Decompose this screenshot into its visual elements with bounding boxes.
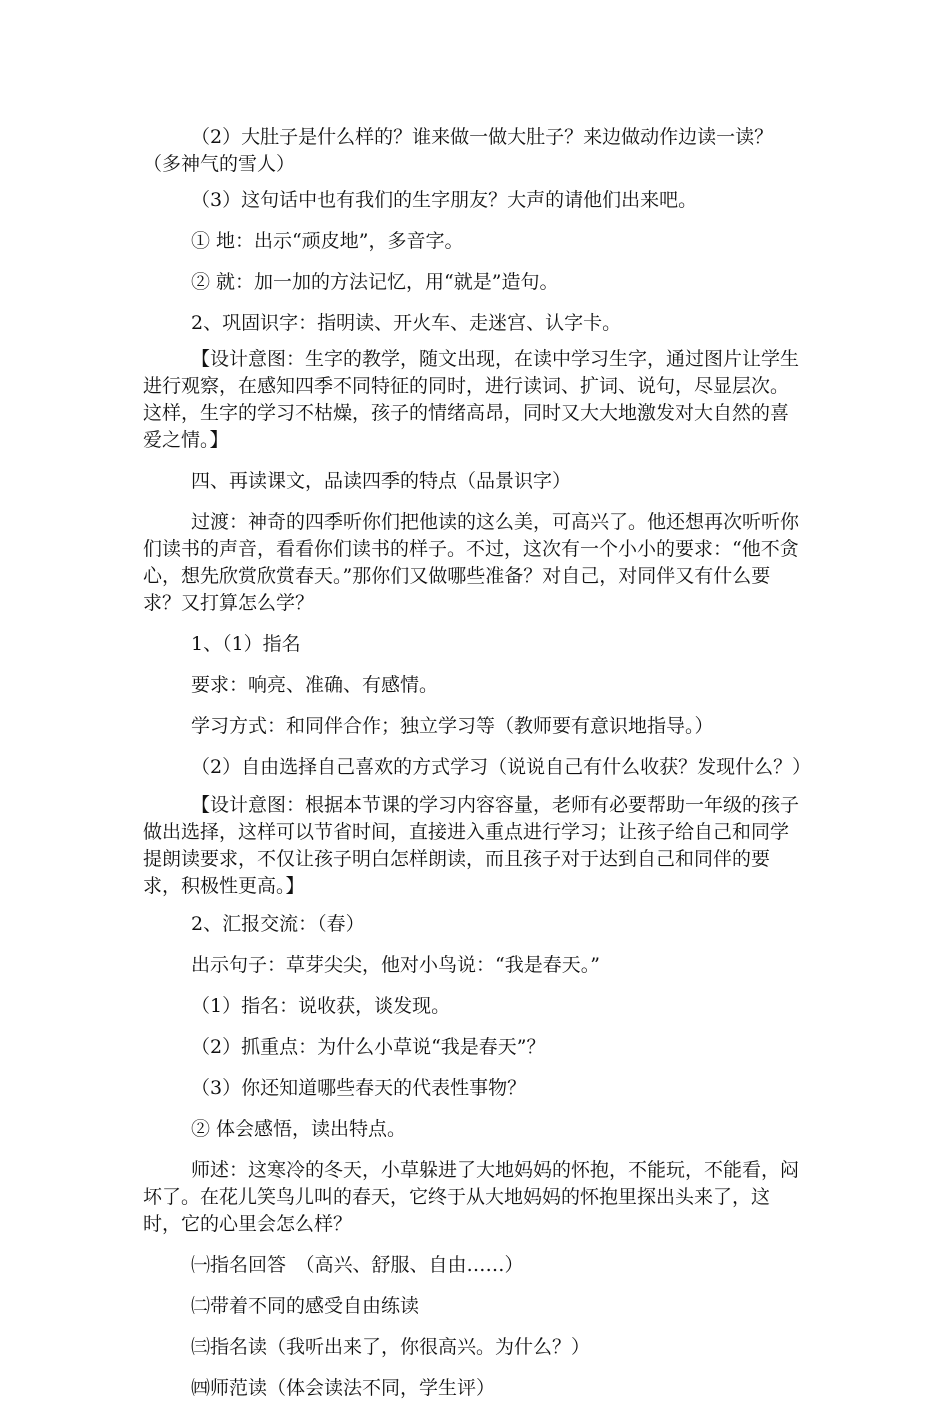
paragraph: 2、汇报交流：（春） xyxy=(191,913,365,935)
paragraph: ② 就：加一加的方法记忆，用“就是”造句。 xyxy=(191,271,559,293)
paragraph: （3）你还知道哪些春天的代表性事物？ xyxy=(191,1077,527,1099)
paragraph: 过渡：神奇的四季听你们把他读的这么美，可高兴了。他还想再次听听你们读书的声音，看看你们读书的样子。不过，这次有一个小小的要求：“他不贪心，想先欣赏欣赏春天。”那你们又做哪些准备？对自己，对同伴又有什么要求？又打算怎么学？ xyxy=(143,511,800,614)
paragraph: 出示句子：草芽尖尖，他对小鸟说：“我是春天。” xyxy=(191,954,600,976)
paragraph: 2、巩固识字：指明读、开火车、走迷宫、认字卡。 xyxy=(191,312,622,334)
paragraph: （3）这句话中也有我们的生字朋友？大声的请他们出来吧。 xyxy=(191,189,698,211)
paragraph: 1、（1）指名 xyxy=(191,633,301,655)
paragraph: （2）自由选择自己喜欢的方式学习（说说自己有什么收获？发现什么？） xyxy=(191,756,812,778)
section-heading: 四、再读课文，品读四季的特点（品景识字） xyxy=(191,470,572,492)
paragraph: ㈢指名读（我听出来了，你很高兴。为什么？） xyxy=(191,1336,591,1358)
paragraph: 师述：这寒冷的冬天，小草躲进了大地妈妈的怀抱，不能玩，不能看，闷坏了。在花儿笑鸟儿叫的春天，它终于从大地妈妈的怀抱里探出头来了，这时，它的心里会怎么样？ xyxy=(143,1159,800,1235)
paragraph: 学习方式：和同伴合作；独立学习等（教师要有意识地指导。） xyxy=(191,715,714,737)
document-body xyxy=(143,124,812,1402)
paragraph: （1）指名：说收获，谈发现。 xyxy=(191,995,451,1017)
design-intent-note: 【设计意图：根据本节课的学习内容容量，老师有必要帮助一年级的孩子做出选择，这样可以节省时间，直接进入重点进行学习；让孩子给自己和同学提朗读要求，不仅让孩子明白怎样朗读，而且孩子对于达到自己和同伴的要求，积极性更高。】 xyxy=(143,794,800,897)
paragraph: ㈣师范读（体会读法不同，学生评） xyxy=(191,1377,496,1399)
paragraph: （2）大肚子是什么样的？谁来做一做大肚子？来边做动作边读一读？（多神气的雪人） xyxy=(143,126,774,175)
paragraph: ㈠指名回答 （高兴、舒服、自由……） xyxy=(191,1254,524,1276)
paragraph: ① 地：出示“顽皮地”，多音字。 xyxy=(191,230,464,252)
design-intent-note: 【设计意图：生字的教学，随文出现，在读中学习生字，通过图片让学生进行观察，在感知四季不同特征的同时，进行读词、扩词、说句，尽显层次。这样，生字的学习不枯燥，孩子的情绪高昂，同时又大大地激发对大自然的喜爱之情。】 xyxy=(143,348,800,451)
paragraph: ② 体会感悟，读出特点。 xyxy=(191,1118,407,1140)
paragraph: 要求：响亮、准确、有感情。 xyxy=(191,674,439,696)
paragraph: ㈡带着不同的感受自由练读 xyxy=(191,1295,420,1317)
paragraph: （2）抓重点：为什么小草说“我是春天”？ xyxy=(191,1036,546,1058)
